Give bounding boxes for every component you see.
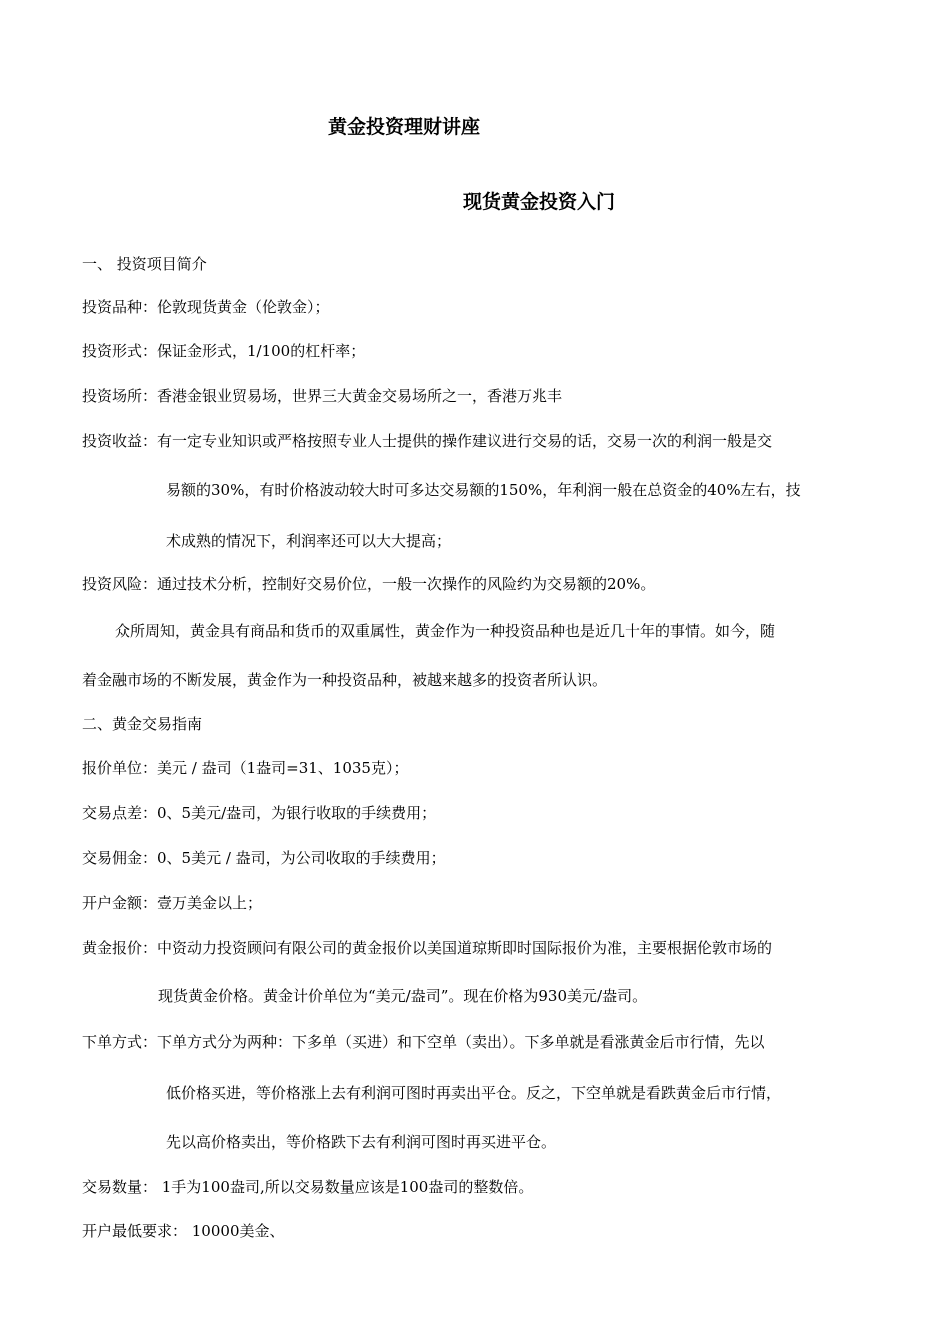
paragraph-line-2: 着金融市场的不断发展，黄金作为一种投资品种，被越来越多的投资者所认识。 bbox=[82, 671, 608, 689]
item-commission: 交易佣金：0、5美元 / 盎司，为公司收取的手续费用； bbox=[82, 849, 446, 867]
item-quote-unit: 报价单位：美元 / 盎司（1盎司=31、1035克）； bbox=[82, 759, 409, 777]
item-min-open: 开户最低要求： 10000美金、 bbox=[82, 1222, 285, 1240]
item-form: 投资形式：保证金形式，1/100的杠杆率； bbox=[82, 342, 366, 360]
item-open-amount: 开户金额：壹万美金以上； bbox=[82, 894, 263, 912]
item-order-line-2: 低价格买进，等价格涨上去有利润可图时再卖出平仓。反之，下空单就是看跌黄金后市行情， bbox=[166, 1084, 782, 1102]
item-venue: 投资场所：香港金银业贸易场，世界三大黄金交易场所之一，香港万兆丰 bbox=[82, 387, 563, 405]
item-price-line-1: 黄金报价：中资动力投资顾问有限公司的黄金报价以美国道琼斯即时国际报价为准，主要根据伦敦市场的 bbox=[82, 939, 773, 957]
document-subtitle: 现货黄金投资入门 bbox=[463, 191, 616, 213]
item-income-line-1: 投资收益：有一定专业知识或严格按照专业人士提供的操作建议进行交易的话，交易一次的利润一般是交 bbox=[82, 432, 773, 450]
item-income-line-3: 术成熟的情况下，利润率还可以大大提高； bbox=[166, 532, 452, 550]
item-quantity: 交易数量： 1手为100盎司,所以交易数量应该是100盎司的整数倍。 bbox=[82, 1178, 534, 1196]
item-spread: 交易点差：0、5美元/盎司，为银行收取的手续费用； bbox=[82, 804, 437, 822]
section-heading-2: 二、黄金交易指南 bbox=[82, 715, 203, 733]
section-heading-1: 一、 投资项目简介 bbox=[82, 255, 207, 273]
item-price-line-2: 现货黄金价格。黄金计价单位为“美元/盎司”。现在价格为930美元/盎司。 bbox=[158, 987, 648, 1005]
paragraph-line-1: 众所周知，黄金具有商品和货币的双重属性，黄金作为一种投资品种也是近几十年的事情。如今，随 bbox=[115, 622, 776, 640]
document-title: 黄金投资理财讲座 bbox=[328, 116, 481, 138]
item-order-line-1: 下单方式：下单方式分为两种：下多单（买进）和下空单（卖出）。下多单就是看涨黄金后市行情，先以 bbox=[82, 1033, 765, 1051]
item-income-line-2: 易额的30%，有时价格波动较大时可多达交易额的150%，年利润一般在总资金的40%左右，技 bbox=[166, 481, 801, 499]
item-order-line-3: 先以高价格卖出，等价格跌下去有利润可图时再买进平仓。 bbox=[166, 1133, 557, 1151]
item-risk: 投资风险：通过技术分析，控制好交易价位，一般一次操作的风险约为交易额的20%。 bbox=[82, 575, 656, 593]
item-variety: 投资品种：伦敦现货黄金（伦敦金）； bbox=[82, 298, 330, 316]
